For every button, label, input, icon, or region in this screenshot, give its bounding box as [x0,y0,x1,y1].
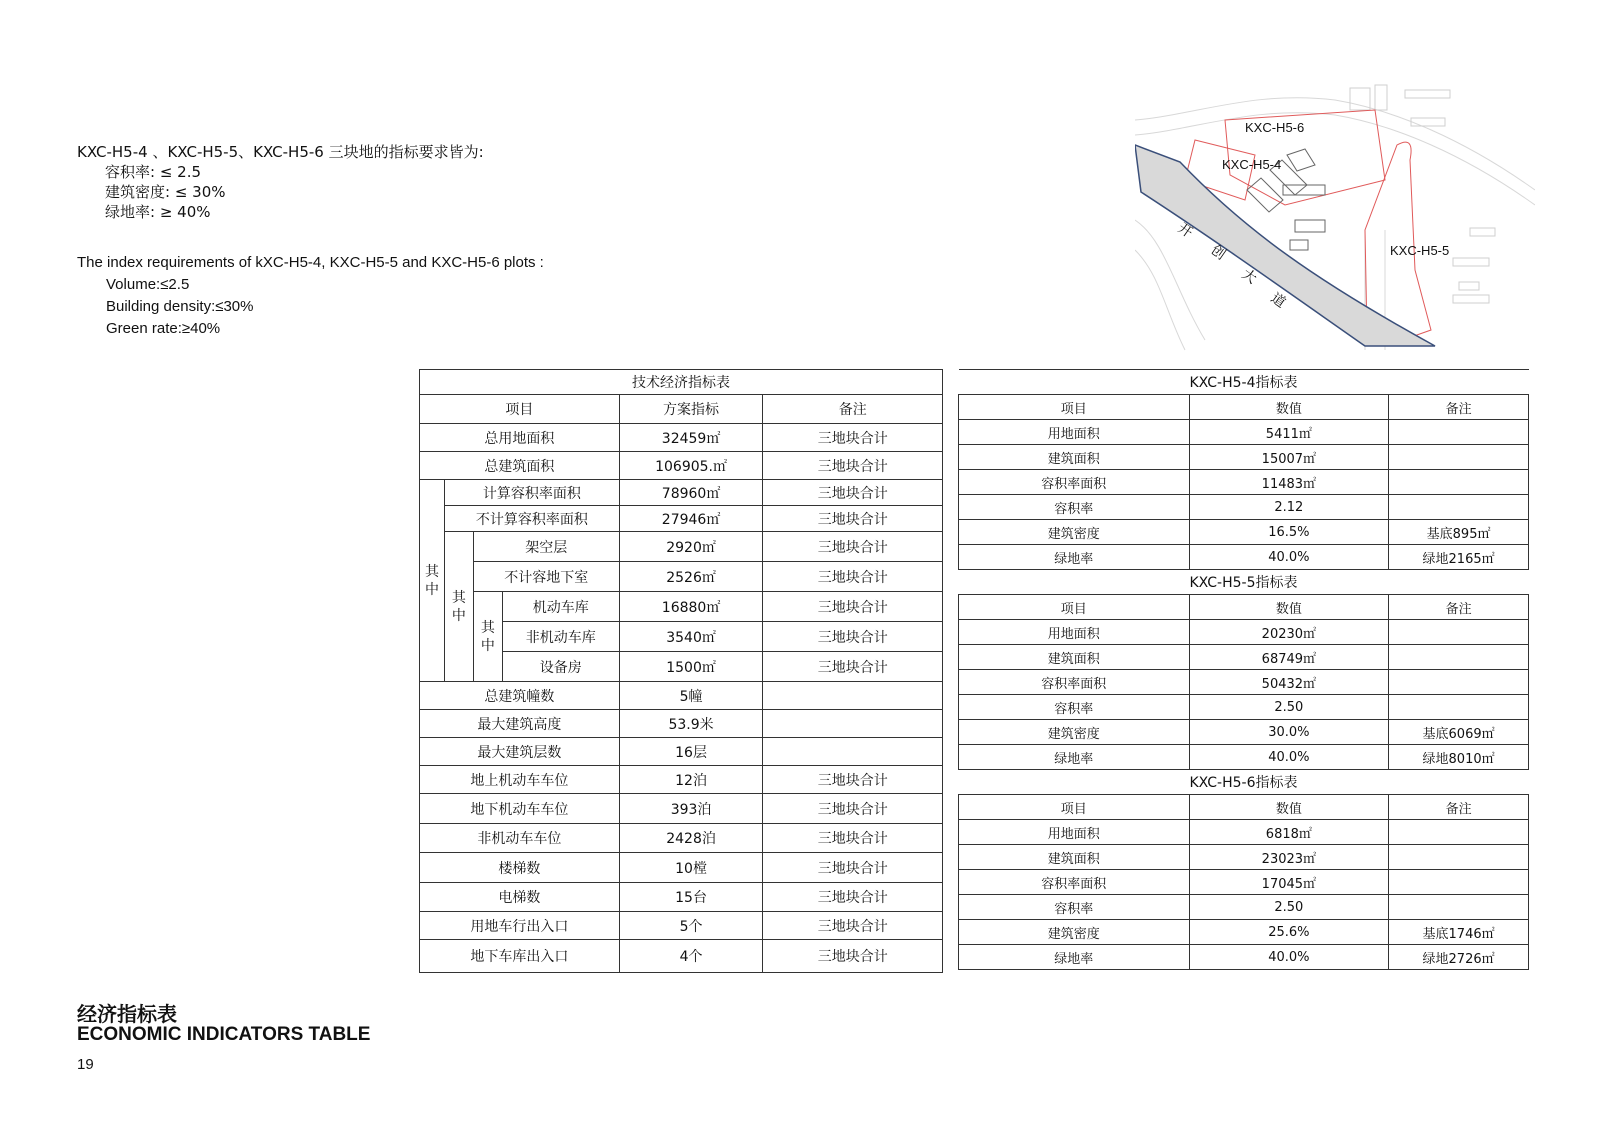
row-note: 三地块合计 [763,506,943,532]
table-row [959,695,1529,720]
row-label: 不计算容积率面积 [444,506,619,532]
row-note: 三地块合计 [763,853,943,883]
row-value: 3540㎡ [619,622,763,652]
row-value: 2.50 [1189,695,1389,720]
page-title-cn: 经济指标表 [77,1002,177,1026]
row-label: 容积率面积 [959,670,1190,695]
table-row [959,745,1529,770]
plot-table-title-h5-4: KXC-H5-4指标表 [959,370,1529,395]
row-label: 容积率面积 [959,470,1190,495]
plot-table-header-row [959,395,1529,420]
row-label: 计算容积率面积 [444,480,619,506]
row-note: 三地块合计 [763,622,943,652]
row-value: 2526㎡ [619,562,763,592]
intro-en-item-green: Green rate:≥40% [106,320,221,337]
row-value: 25.6% [1189,920,1389,945]
table-row [420,794,943,824]
table-row [420,710,943,738]
table-row [959,820,1529,845]
row-label: 机动车库 [502,592,619,622]
table-row [420,562,943,592]
table-row [420,853,943,883]
plot-header-value: 数值 [1189,595,1389,620]
plot-table-title-h5-6: KXC-H5-6指标表 [959,770,1529,795]
row-note: 绿地2726㎡ [1389,945,1529,970]
row-label: 建筑密度 [959,520,1190,545]
row-value: 106905.㎡ [619,452,763,480]
table-row [420,940,943,973]
page-title-en: ECONOMIC INDICATORS TABLE [77,1024,371,1045]
table-row [420,506,943,532]
row-value: 16.5% [1189,520,1389,545]
row-label: 容积率 [959,895,1190,920]
row-note: 三地块合计 [763,480,943,506]
row-label: 总建筑幢数 [420,682,620,710]
row-label: 容积率 [959,495,1190,520]
plot-table-header-row [959,795,1529,820]
row-value: 17045㎡ [1189,870,1389,895]
row-note [1389,695,1529,720]
row-label: 楼梯数 [420,853,620,883]
road-char-2: 创 [1207,242,1229,264]
row-label: 非机动车库 [502,622,619,652]
row-label: 容积率 [959,695,1190,720]
row-value: 393泊 [619,794,763,824]
map-label-kxc-h5-4: KXC-H5-4 [1222,157,1282,172]
table-row [959,670,1529,695]
row-value: 2.50 [1189,895,1389,920]
row-value: 5个 [619,912,763,940]
row-value: 15台 [619,883,763,912]
row-note [1389,420,1529,445]
row-value: 23023㎡ [1189,845,1389,870]
row-value: 5411㎡ [1189,420,1389,445]
table-row [420,480,943,506]
row-label: 非机动车车位 [420,824,620,853]
row-label: 建筑密度 [959,720,1190,745]
row-label: 容积率面积 [959,870,1190,895]
row-label: 绿地率 [959,745,1190,770]
plot-table-header-row [959,595,1529,620]
table-row [959,720,1529,745]
row-label: 建筑密度 [959,920,1190,945]
row-note [1389,820,1529,845]
row-value: 16880㎡ [619,592,763,622]
table-row [420,824,943,853]
row-label: 建筑面积 [959,845,1190,870]
row-note: 三地块合计 [763,652,943,682]
plot-table-title-row [959,570,1529,595]
intro-cn-item-green: 绿地率: ≥ 40% [105,203,211,221]
table-row [959,845,1529,870]
road-char-3: 大 [1238,266,1260,288]
tech-header-item: 项目 [420,395,620,424]
plot-header-note: 备注 [1389,395,1529,420]
row-value: 40.0% [1189,945,1389,970]
row-value: 16层 [619,738,763,766]
table-row [420,766,943,794]
row-label: 建筑面积 [959,645,1190,670]
intro-en-title: The index requirements of kXC-H5-4, KXC-H5-5 and KXC-H5-6 plots : [77,254,544,271]
row-note [1389,645,1529,670]
intro-cn [77,142,484,222]
plot-header-item: 项目 [959,795,1190,820]
road-char-4: 道 [1267,290,1289,312]
plot-table-title-row [959,370,1529,395]
table-row [420,592,943,622]
row-value: 15007㎡ [1189,445,1389,470]
row-value: 50432㎡ [1189,670,1389,695]
table-row [420,682,943,710]
row-label: 总建筑面积 [420,452,620,480]
row-value: 2.12 [1189,495,1389,520]
row-note: 三地块合计 [763,794,943,824]
row-note [1389,895,1529,920]
context-buildings [1350,85,1495,303]
row-value: 1500㎡ [619,652,763,682]
row-value: 27946㎡ [619,506,763,532]
row-label: 用地面积 [959,420,1190,445]
row-value: 40.0% [1189,545,1389,570]
table-row [420,883,943,912]
row-note: 三地块合计 [763,824,943,853]
row-note: 基底1746㎡ [1389,920,1529,945]
row-note [763,682,943,710]
tech-table-title: 技术经济指标表 [420,370,943,395]
row-label: 绿地率 [959,545,1190,570]
intro-en-item-volume: Volume:≤2.5 [106,276,190,293]
row-label: 用地面积 [959,620,1190,645]
row-label: 电梯数 [420,883,620,912]
row-note: 绿地8010㎡ [1389,745,1529,770]
road-char-1: 开 [1174,220,1196,242]
table-row [959,620,1529,645]
plot-header-value: 数值 [1189,795,1389,820]
table-row [959,945,1529,970]
row-label: 地下机动车车位 [420,794,620,824]
site-plan-map [1135,80,1535,360]
table-row [420,424,943,452]
plot-header-value: 数值 [1189,395,1389,420]
map-label-kxc-h5-6: KXC-H5-6 [1245,120,1305,135]
plot-header-item: 项目 [959,395,1190,420]
row-label: 地下车库出入口 [420,940,620,973]
table-row [959,920,1529,945]
row-note: 三地块合计 [763,562,943,592]
table-row [959,445,1529,470]
row-note [1389,470,1529,495]
row-value: 78960㎡ [619,480,763,506]
intro-en [77,253,544,341]
row-value: 10樘 [619,853,763,883]
table-row [959,645,1529,670]
row-value: 2920㎡ [619,532,763,562]
row-note: 三地块合计 [763,424,943,452]
row-note [1389,620,1529,645]
qizhong-label-3: 其中 [473,592,502,682]
row-note [1389,870,1529,895]
row-note: 三地块合计 [763,766,943,794]
row-value: 11483㎡ [1189,470,1389,495]
plot-header-item: 项目 [959,595,1190,620]
table-row [420,532,943,562]
row-label: 设备房 [502,652,619,682]
row-note: 三地块合计 [763,532,943,562]
tech-header-value: 方案指标 [619,395,763,424]
page-number: 19 [77,1056,94,1073]
row-value: 2428泊 [619,824,763,853]
table-row [959,870,1529,895]
row-label: 用地面积 [959,820,1190,845]
row-value: 12泊 [619,766,763,794]
row-note [1389,495,1529,520]
qizhong-label-2: 其中 [444,532,473,682]
plot-header-note: 备注 [1389,595,1529,620]
row-note [763,738,943,766]
row-note [1389,845,1529,870]
row-note: 基底6069㎡ [1389,720,1529,745]
qizhong-label-1: 其中 [420,480,445,682]
row-value: 6818㎡ [1189,820,1389,845]
plot-table-title-h5-5: KXC-H5-5指标表 [959,570,1529,595]
row-note: 三地块合计 [763,912,943,940]
intro-cn-item-volume: 容积率: ≤ 2.5 [105,163,202,181]
row-note: 三地块合计 [763,883,943,912]
row-label: 不计容地下室 [473,562,619,592]
row-value: 32459㎡ [619,424,763,452]
row-value: 5幢 [619,682,763,710]
table-row [420,452,943,480]
row-value: 40.0% [1189,745,1389,770]
row-note: 三地块合计 [763,940,943,973]
intro-cn-item-density: 建筑密度: ≤ 30% [105,183,226,201]
row-note: 三地块合计 [763,592,943,622]
map-label-kxc-h5-5: KXC-H5-5 [1390,243,1450,258]
row-note [1389,670,1529,695]
row-value: 20230㎡ [1189,620,1389,645]
row-label: 用地车行出入口 [420,912,620,940]
table-row [959,520,1529,545]
row-value: 68749㎡ [1189,645,1389,670]
row-label: 总用地面积 [420,424,620,452]
tech-header-note: 备注 [763,395,943,424]
row-label: 最大建筑高度 [420,710,620,738]
table-row [959,495,1529,520]
row-label: 绿地率 [959,945,1190,970]
row-note [763,710,943,738]
plot-table-title-row [959,770,1529,795]
row-value: 53.9米 [619,710,763,738]
row-label: 地上机动车车位 [420,766,620,794]
row-note: 基底895㎡ [1389,520,1529,545]
table-row [420,912,943,940]
row-value: 30.0% [1189,720,1389,745]
intro-cn-title: KXC-H5-4 、KXC-H5-5、KXC-H5-6 三块地的指标要求皆为: [77,143,484,161]
row-label: 最大建筑层数 [420,738,620,766]
table-row [959,470,1529,495]
plot-indicators-table [958,369,1529,970]
table-row [959,420,1529,445]
table-row [959,895,1529,920]
row-value: 4个 [619,940,763,973]
tech-economic-table [419,369,943,973]
table-row [959,545,1529,570]
intro-en-item-density: Building density:≤30% [106,298,254,315]
row-note: 绿地2165㎡ [1389,545,1529,570]
row-note: 三地块合计 [763,452,943,480]
plot-header-note: 备注 [1389,795,1529,820]
row-label: 建筑面积 [959,445,1190,470]
row-note [1389,445,1529,470]
table-row [420,738,943,766]
row-label: 架空层 [473,532,619,562]
